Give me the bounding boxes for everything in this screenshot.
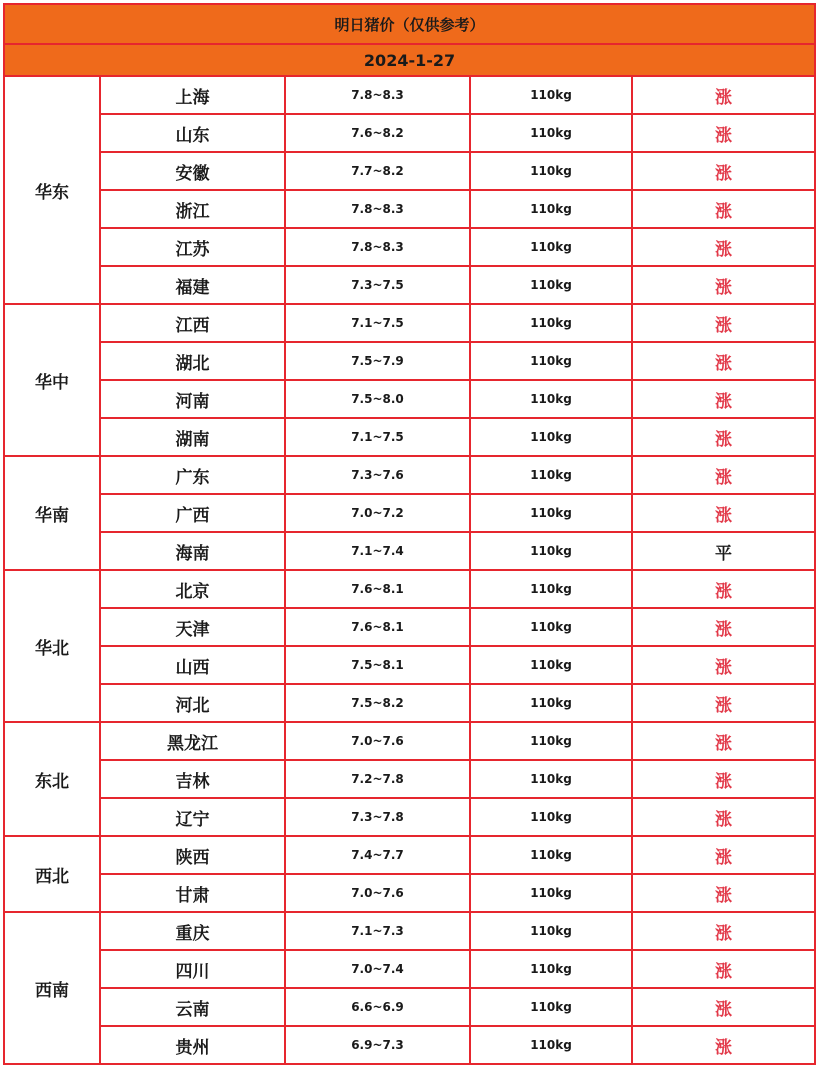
region-name: 东北: [4, 722, 100, 836]
trend-indicator: 涨: [632, 380, 815, 418]
weight-value: 110kg: [470, 874, 632, 912]
province-name: 云南: [100, 988, 285, 1026]
province-name: 辽宁: [100, 798, 285, 836]
weight-value: 110kg: [470, 494, 632, 532]
price-range: 7.6~8.1: [285, 608, 470, 646]
region-name: 西南: [4, 912, 100, 1064]
weight-value: 110kg: [470, 988, 632, 1026]
region-name: 华东: [4, 76, 100, 304]
province-name: 甘肃: [100, 874, 285, 912]
table-row: [4, 760, 815, 798]
price-range: 6.9~7.3: [285, 1026, 470, 1064]
table-row: [4, 114, 815, 152]
weight-value: 110kg: [470, 418, 632, 456]
province-name: 广东: [100, 456, 285, 494]
table-row: [4, 494, 815, 532]
trend-indicator: 涨: [632, 988, 815, 1026]
province-name: 江苏: [100, 228, 285, 266]
trend-indicator: 涨: [632, 950, 815, 988]
province-name: 北京: [100, 570, 285, 608]
weight-value: 110kg: [470, 570, 632, 608]
price-range: 7.2~7.8: [285, 760, 470, 798]
weight-value: 110kg: [470, 608, 632, 646]
province-name: 黑龙江: [100, 722, 285, 760]
province-name: 湖南: [100, 418, 285, 456]
weight-value: 110kg: [470, 912, 632, 950]
table-row: [4, 266, 815, 304]
weight-value: 110kg: [470, 228, 632, 266]
province-name: 河北: [100, 684, 285, 722]
table-row: [4, 798, 815, 836]
trend-indicator: 涨: [632, 1026, 815, 1064]
price-range: 7.6~8.2: [285, 114, 470, 152]
trend-indicator: 涨: [632, 874, 815, 912]
province-name: 贵州: [100, 1026, 285, 1064]
province-name: 重庆: [100, 912, 285, 950]
table-row: [4, 342, 815, 380]
trend-indicator: 涨: [632, 722, 815, 760]
price-range: 7.8~8.3: [285, 190, 470, 228]
trend-indicator: 涨: [632, 266, 815, 304]
table-row: [4, 532, 815, 570]
weight-value: 110kg: [470, 760, 632, 798]
table-row: [4, 1026, 815, 1064]
table-row: [4, 228, 815, 266]
weight-value: 110kg: [470, 950, 632, 988]
weight-value: 110kg: [470, 76, 632, 114]
trend-indicator: 涨: [632, 228, 815, 266]
weight-value: 110kg: [470, 798, 632, 836]
province-name: 上海: [100, 76, 285, 114]
price-range: 7.0~7.4: [285, 950, 470, 988]
price-range: 7.3~7.5: [285, 266, 470, 304]
table-row: [4, 912, 815, 950]
price-range: 7.5~8.0: [285, 380, 470, 418]
price-range: 7.8~8.3: [285, 228, 470, 266]
price-range: 7.5~8.1: [285, 646, 470, 684]
region-name: 西北: [4, 836, 100, 912]
price-range: 7.3~7.8: [285, 798, 470, 836]
trend-indicator: 平: [632, 532, 815, 570]
trend-indicator: 涨: [632, 342, 815, 380]
weight-value: 110kg: [470, 114, 632, 152]
trend-indicator: 涨: [632, 304, 815, 342]
table-row: [4, 380, 815, 418]
price-range: 7.5~7.9: [285, 342, 470, 380]
price-table-container: [3, 3, 814, 1065]
trend-indicator: 涨: [632, 798, 815, 836]
region-name: 华中: [4, 304, 100, 456]
table-row: [4, 722, 815, 760]
province-name: 广西: [100, 494, 285, 532]
province-name: 山东: [100, 114, 285, 152]
trend-indicator: 涨: [632, 456, 815, 494]
price-range: 7.7~8.2: [285, 152, 470, 190]
table-row: [4, 836, 815, 874]
trend-indicator: 涨: [632, 684, 815, 722]
province-name: 吉林: [100, 760, 285, 798]
price-range: 7.4~7.7: [285, 836, 470, 874]
price-range: 7.5~8.2: [285, 684, 470, 722]
table-date: 2024-1-27: [4, 44, 815, 76]
region-name: 华南: [4, 456, 100, 570]
weight-value: 110kg: [470, 190, 632, 228]
table-row: [4, 152, 815, 190]
weight-value: 110kg: [470, 266, 632, 304]
table-row: [4, 570, 815, 608]
table-row: [4, 190, 815, 228]
weight-value: 110kg: [470, 646, 632, 684]
province-name: 陕西: [100, 836, 285, 874]
trend-indicator: 涨: [632, 608, 815, 646]
province-name: 四川: [100, 950, 285, 988]
weight-value: 110kg: [470, 532, 632, 570]
province-name: 湖北: [100, 342, 285, 380]
price-range: 7.0~7.6: [285, 722, 470, 760]
price-range: 7.1~7.5: [285, 304, 470, 342]
trend-indicator: 涨: [632, 836, 815, 874]
trend-indicator: 涨: [632, 190, 815, 228]
weight-value: 110kg: [470, 722, 632, 760]
province-name: 山西: [100, 646, 285, 684]
price-range: 7.1~7.4: [285, 532, 470, 570]
province-name: 江西: [100, 304, 285, 342]
region-name: 华北: [4, 570, 100, 722]
trend-indicator: 涨: [632, 114, 815, 152]
price-range: 7.6~8.1: [285, 570, 470, 608]
weight-value: 110kg: [470, 684, 632, 722]
trend-indicator: 涨: [632, 494, 815, 532]
province-name: 河南: [100, 380, 285, 418]
table-body: [4, 4, 815, 1064]
table-row: [4, 684, 815, 722]
table-row: [4, 76, 815, 114]
weight-value: 110kg: [470, 836, 632, 874]
trend-indicator: 涨: [632, 418, 815, 456]
province-name: 海南: [100, 532, 285, 570]
table-row: [4, 608, 815, 646]
province-name: 福建: [100, 266, 285, 304]
weight-value: 110kg: [470, 304, 632, 342]
price-range: 7.0~7.2: [285, 494, 470, 532]
weight-value: 110kg: [470, 152, 632, 190]
province-name: 天津: [100, 608, 285, 646]
trend-indicator: 涨: [632, 760, 815, 798]
province-name: 安徽: [100, 152, 285, 190]
price-range: 7.1~7.5: [285, 418, 470, 456]
trend-indicator: 涨: [632, 76, 815, 114]
weight-value: 110kg: [470, 456, 632, 494]
trend-indicator: 涨: [632, 912, 815, 950]
table-row: [4, 874, 815, 912]
table-row: [4, 646, 815, 684]
price-range: 7.1~7.3: [285, 912, 470, 950]
table-row: [4, 418, 815, 456]
trend-indicator: 涨: [632, 152, 815, 190]
table-row: [4, 950, 815, 988]
price-range: 7.0~7.6: [285, 874, 470, 912]
table-row: [4, 456, 815, 494]
table-title: 明日猪价（仅供参考）: [4, 4, 815, 44]
price-range: 7.3~7.6: [285, 456, 470, 494]
price-range: 7.8~8.3: [285, 76, 470, 114]
title-row: [4, 4, 815, 44]
weight-value: 110kg: [470, 342, 632, 380]
trend-indicator: 涨: [632, 646, 815, 684]
price-range: 6.6~6.9: [285, 988, 470, 1026]
trend-indicator: 涨: [632, 570, 815, 608]
date-row: [4, 44, 815, 76]
province-name: 浙江: [100, 190, 285, 228]
weight-value: 110kg: [470, 380, 632, 418]
table-row: [4, 988, 815, 1026]
table-row: [4, 304, 815, 342]
weight-value: 110kg: [470, 1026, 632, 1064]
pig-price-table: [3, 3, 816, 1065]
